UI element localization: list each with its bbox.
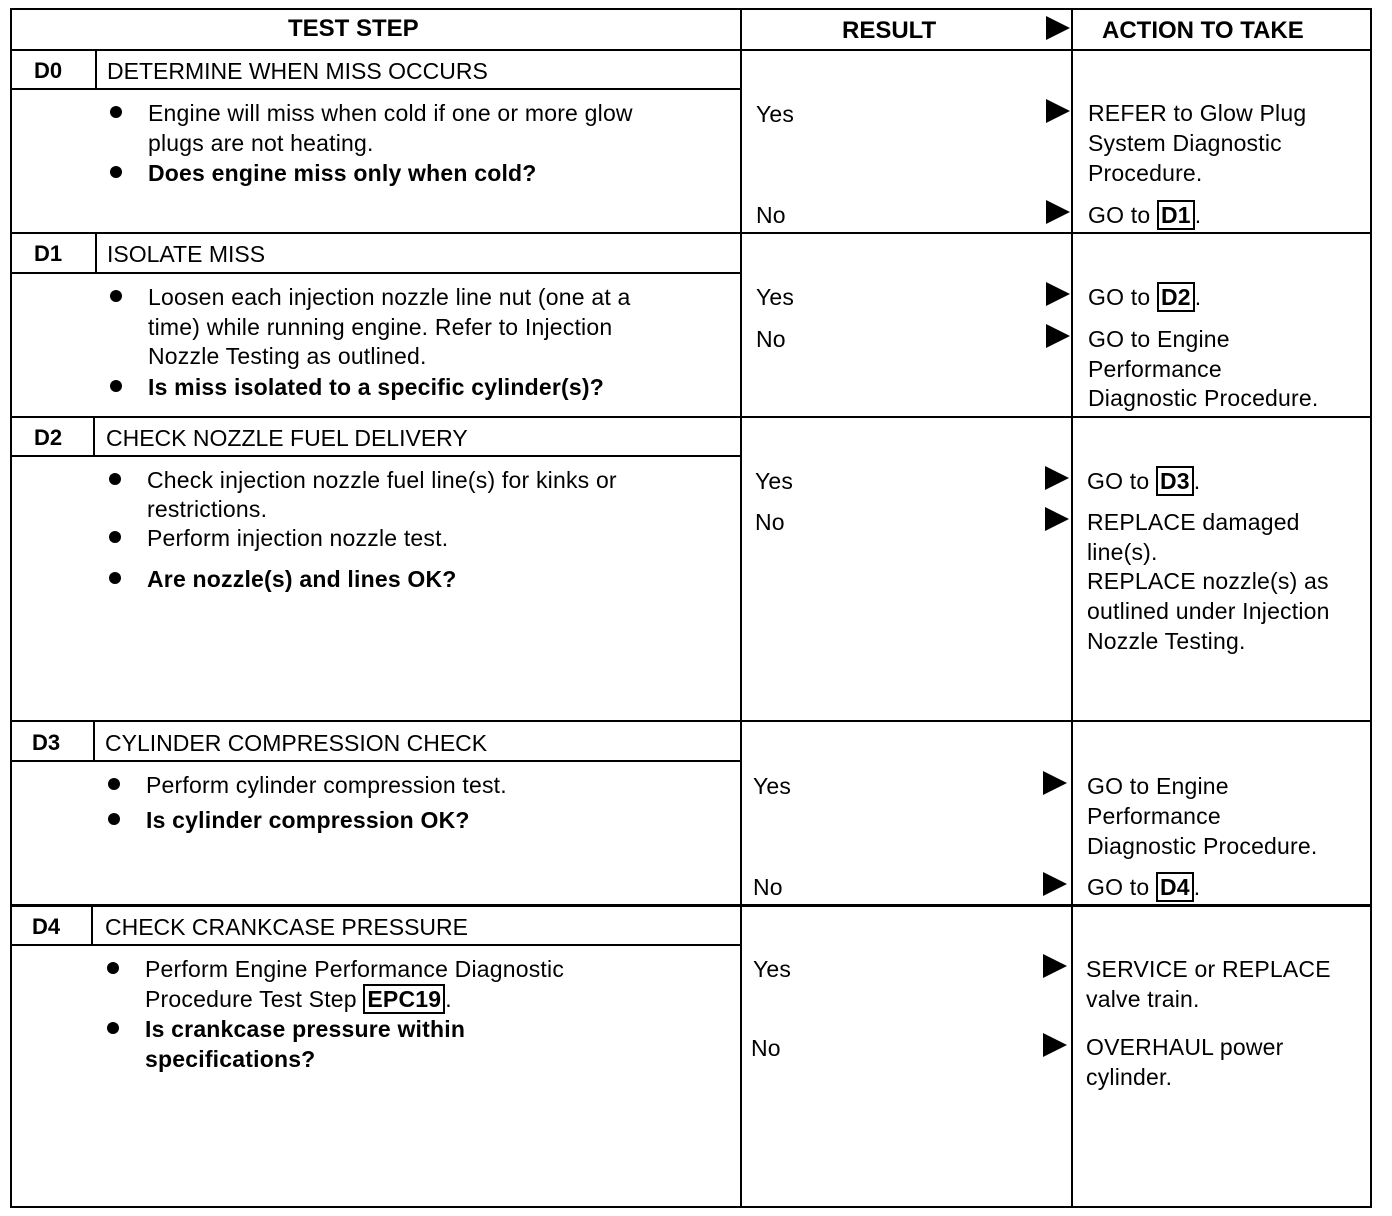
step-title: CYLINDER COMPRESSION CHECK	[105, 730, 488, 756]
bullet-icon	[109, 531, 121, 543]
result-no: No	[756, 202, 786, 228]
arrow-icon	[1043, 771, 1067, 795]
action-line: outlined under Injection	[1087, 598, 1330, 624]
step-line: Perform Engine Performance Diagnostic	[145, 956, 565, 982]
step-question: Is crankcase pressure within	[145, 1016, 466, 1042]
step-question: Is cylinder compression OK?	[146, 807, 470, 833]
step-id-divider	[95, 49, 97, 89]
action-line: line(s).	[1087, 539, 1158, 565]
action-line: Performance	[1088, 356, 1222, 382]
step-line: Check injection nozzle fuel line(s) for kinks or	[147, 467, 617, 493]
goto-suffix: .	[1193, 468, 1201, 494]
goto-suffix: .	[1194, 284, 1202, 310]
table-border-bottom	[10, 1206, 1372, 1208]
result-yes: Yes	[756, 101, 795, 127]
step-line-with-ref	[145, 984, 452, 1014]
goto-suffix: .	[1194, 202, 1202, 228]
arrow-icon	[1043, 954, 1067, 978]
action-line: Nozzle Testing.	[1087, 628, 1246, 654]
bullet-icon	[108, 813, 120, 825]
column-divider-result	[740, 8, 742, 1208]
step-line: Loosen each injection nozzle line nut (one at a	[148, 284, 631, 310]
result-no: No	[751, 1035, 781, 1061]
bullet-icon	[107, 962, 119, 974]
bullet-icon	[110, 380, 122, 392]
bullet-icon	[107, 1022, 119, 1034]
result-no: No	[755, 509, 785, 535]
step-ref-box: D2	[1157, 282, 1195, 312]
step-title: DETERMINE WHEN MISS OCCURS	[107, 58, 488, 84]
step-id: D1	[34, 241, 63, 266]
step-title-underline	[10, 760, 740, 762]
step-id: D2	[34, 425, 63, 450]
step-id-divider	[93, 416, 95, 456]
step-title: ISOLATE MISS	[107, 241, 266, 267]
result-no: No	[753, 874, 783, 900]
row-divider	[10, 232, 1372, 234]
step-title-underline	[10, 272, 740, 274]
step-id-divider	[93, 720, 95, 761]
action-line: REPLACE damaged	[1087, 509, 1300, 535]
step-line: Perform injection nozzle test.	[147, 525, 449, 551]
action-line: SERVICE or REPLACE	[1086, 956, 1331, 982]
arrow-icon	[1043, 1033, 1067, 1057]
action-line: REFER to Glow Plug	[1088, 100, 1307, 126]
table-border-left	[10, 8, 12, 1208]
action-line: System Diagnostic	[1088, 130, 1282, 156]
goto-label: GO to	[1088, 202, 1151, 228]
step-id: D4	[32, 914, 61, 939]
arrow-icon	[1045, 507, 1069, 531]
step-line: plugs are not heating.	[148, 130, 374, 156]
table-border-top	[10, 8, 1372, 10]
arrow-icon	[1046, 99, 1070, 123]
step-title: CHECK CRANKCASE PRESSURE	[105, 914, 468, 940]
action-goto	[1088, 200, 1201, 230]
row-divider	[10, 720, 1372, 722]
step-title-underline	[10, 455, 740, 457]
goto-suffix: .	[1193, 874, 1201, 900]
step-line-suffix: .	[445, 986, 452, 1012]
arrow-icon	[1045, 466, 1069, 490]
action-line: GO to Engine	[1087, 773, 1229, 799]
arrow-icon	[1046, 324, 1070, 348]
step-line-text: Procedure Test Step	[145, 986, 357, 1012]
step-ref-box: D3	[1156, 466, 1194, 496]
step-line: Perform cylinder compression test.	[146, 772, 507, 798]
step-line: time) while running engine. Refer to Injection	[148, 314, 613, 340]
action-line: valve train.	[1086, 986, 1200, 1012]
step-question: Are nozzle(s) and lines OK?	[147, 566, 457, 592]
goto-label: GO to	[1087, 468, 1150, 494]
header-arrow-icon	[1046, 16, 1070, 40]
action-line: Diagnostic Procedure.	[1087, 833, 1318, 859]
action-line: OVERHAUL power	[1086, 1034, 1284, 1060]
step-title: CHECK NOZZLE FUEL DELIVERY	[106, 425, 468, 451]
action-goto	[1087, 872, 1200, 902]
result-yes: Yes	[755, 468, 794, 494]
step-ref-box: EPC19	[363, 984, 445, 1014]
step-id: D3	[32, 730, 61, 755]
action-line: Diagnostic Procedure.	[1088, 385, 1319, 411]
action-line: Procedure.	[1088, 160, 1203, 186]
table-border-right	[1370, 8, 1372, 1208]
action-line: REPLACE nozzle(s) as	[1087, 568, 1329, 594]
result-yes: Yes	[753, 956, 792, 982]
step-id: D0	[34, 58, 63, 83]
goto-label: GO to	[1088, 284, 1151, 310]
step-ref-box: D4	[1156, 872, 1194, 902]
bullet-icon	[109, 473, 121, 485]
arrow-icon	[1046, 200, 1070, 224]
step-title-underline	[10, 944, 740, 946]
step-line: restrictions.	[147, 496, 268, 522]
goto-label: GO to	[1087, 874, 1150, 900]
bullet-icon	[109, 572, 121, 584]
step-line: Engine will miss when cold if one or more glow	[148, 100, 633, 126]
header-result: RESULT	[842, 17, 937, 44]
bullet-icon	[110, 290, 122, 302]
result-yes: Yes	[753, 773, 792, 799]
result-yes: Yes	[756, 284, 795, 310]
arrow-icon	[1043, 872, 1067, 896]
step-line: Nozzle Testing as outlined.	[148, 343, 427, 369]
step-id-divider	[95, 232, 97, 273]
step-question: specifications?	[145, 1046, 316, 1072]
row-divider	[10, 416, 1372, 418]
step-title-underline	[10, 88, 740, 90]
header-test-step: TEST STEP	[288, 15, 419, 42]
bullet-icon	[110, 106, 122, 118]
bullet-icon	[108, 778, 120, 790]
header-action: ACTION TO TAKE	[1102, 17, 1304, 44]
arrow-icon	[1046, 282, 1070, 306]
result-no: No	[756, 326, 786, 352]
header-divider	[10, 49, 1372, 51]
action-line: Performance	[1087, 803, 1221, 829]
step-question: Does engine miss only when cold?	[148, 160, 537, 186]
action-line: cylinder.	[1086, 1064, 1173, 1090]
step-question: Is miss isolated to a specific cylinder(s)?	[148, 374, 604, 400]
row-divider	[10, 904, 1372, 907]
bullet-icon	[110, 166, 122, 178]
action-goto	[1088, 282, 1201, 312]
action-goto	[1087, 466, 1200, 496]
step-id-divider	[91, 904, 93, 945]
column-divider-action	[1071, 8, 1073, 1208]
action-line: GO to Engine	[1088, 326, 1230, 352]
step-ref-box: D1	[1157, 200, 1195, 230]
